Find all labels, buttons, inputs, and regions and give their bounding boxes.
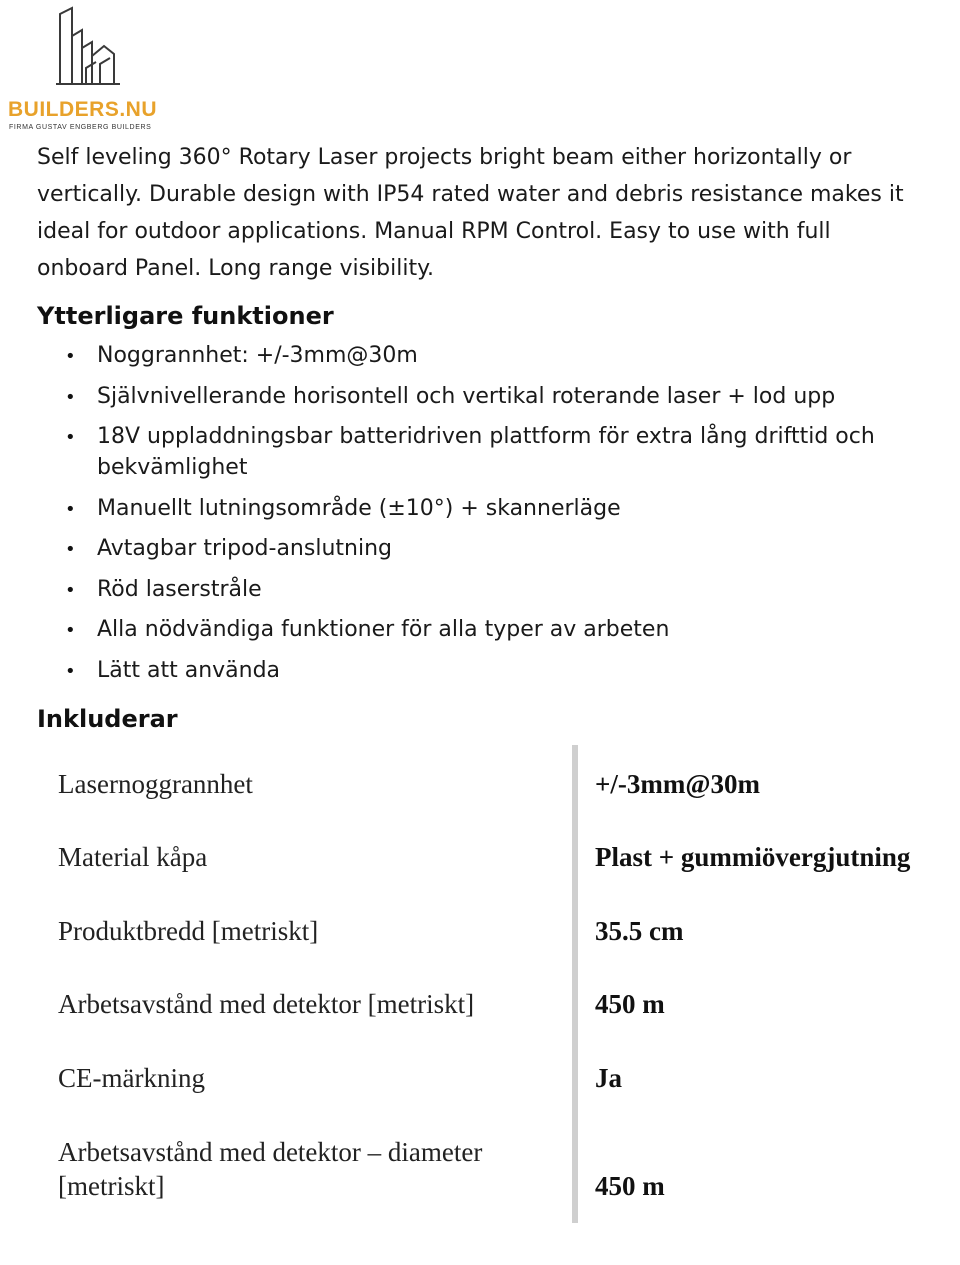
spec-label: Material kåpa — [58, 842, 208, 872]
building-outline-icon — [56, 6, 128, 86]
spec-label: Arbetsavstånd med detektor [metriskt] — [58, 989, 475, 1019]
spec-value: Ja — [595, 1063, 622, 1093]
spec-label: Produktbredd [metriskt] — [58, 916, 319, 946]
spec-value: Plast + gummiövergjutning — [595, 842, 911, 872]
brand-logo[interactable] — [8, 6, 168, 130]
product-description: Self leveling 360° Rotary Laser projects bright beam either horizontally or vertically. Durable design with IP54 rated water and debris resistance makes it ideal for outdoor applications. Manual RPM Control. Easy to use with full onboard Panel. Long range visibility. — [37, 145, 904, 281]
list-item: • 18V uppladdningsbar batteridriven plattform för extra lång drifttid och bekvämlighet — [37, 421, 927, 483]
list-item: • Lätt att använda — [37, 655, 927, 686]
list-item: • Alla nödvändiga funktioner för alla typer av arbeten — [37, 614, 927, 645]
list-item: • Avtagbar tripod-anslutning — [37, 533, 927, 564]
list-item: • Röd laserstråle — [37, 574, 927, 605]
list-item: • Noggrannhet: +/-3mm@30m — [37, 340, 927, 371]
column-divider — [572, 745, 578, 1223]
brand-tagline: FIRMA GUSTAV ENGBERG BUILDERS — [9, 124, 152, 131]
spec-label: CE-märkning — [58, 1063, 205, 1093]
list-item: • Manuellt lutningsområde (±10°) + skannerläge — [37, 493, 927, 524]
spec-label: Lasernoggrannhet — [58, 769, 253, 799]
features-heading: Ytterligare funktioner — [37, 302, 334, 330]
spec-value: 450 m — [595, 1171, 665, 1201]
spec-value: 35.5 cm — [595, 916, 684, 946]
spec-value: 450 m — [595, 989, 665, 1019]
list-item: • Självnivellerande horisontell och vertikal roterande laser + lod upp — [37, 381, 927, 412]
spec-label: Arbetsavstånd med detektor – diameter [metriskt] — [58, 1137, 483, 1201]
includes-heading: Inkluderar — [37, 705, 178, 733]
spec-value: +/-3mm@30m — [595, 769, 760, 799]
spec-table — [0, 745, 960, 1223]
feature-list — [37, 340, 927, 695]
brand-name: BUILDERS.NU — [8, 98, 158, 121]
